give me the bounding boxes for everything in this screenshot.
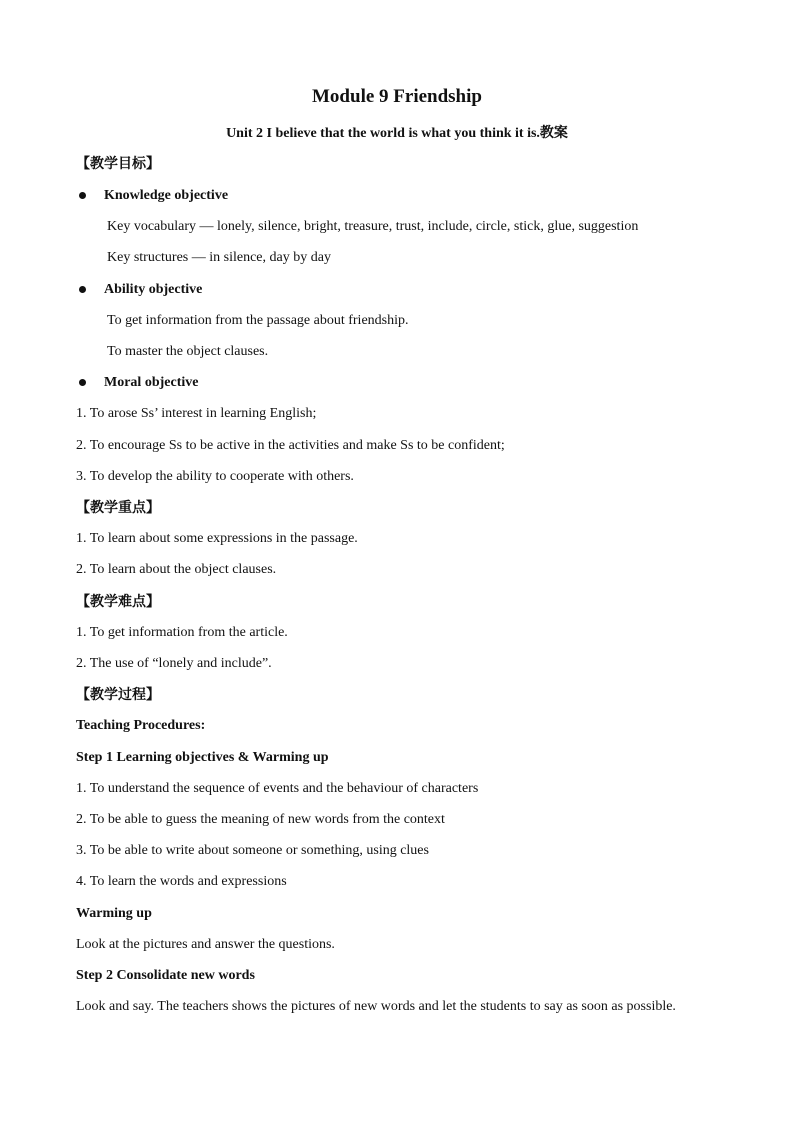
- difficult-points-heading: 【教学难点】: [76, 594, 160, 610]
- key-point-line: 2. To learn about the object clauses.: [76, 562, 277, 577]
- warming-line: Look at the pictures and answer the questions.: [76, 937, 335, 952]
- step2-paragraph: Look and say. The teachers shows the pictures of new words and let the students to say as soon as possible.: [76, 999, 676, 1014]
- moral-line: 1. To arose Ss’ interest in learning English;: [76, 406, 317, 421]
- moral-heading: Moral objective: [104, 375, 199, 390]
- difficult-point-line: 2. The use of “lonely and include”.: [76, 656, 272, 671]
- bullet-icon: [79, 192, 86, 199]
- document-title: Module 9 Friendship: [312, 86, 482, 107]
- objectives-heading: 【教学目标】: [76, 156, 160, 172]
- key-points-heading: 【教学重点】: [76, 500, 160, 516]
- document-subtitle: Unit 2 I believe that the world is what you think it is.教案: [226, 126, 568, 141]
- moral-line: 3. To develop the ability to cooperate with others.: [76, 469, 354, 484]
- step2-heading: Step 2 Consolidate new words: [76, 968, 255, 983]
- warming-heading: Warming up: [76, 906, 152, 921]
- ability-line: To master the object clauses.: [107, 344, 269, 359]
- ability-line: To get information from the passage about friendship.: [107, 313, 409, 328]
- moral-line: 2. To encourage Ss to be active in the activities and make Ss to be confident;: [76, 438, 505, 453]
- ability-heading: Ability objective: [104, 282, 203, 297]
- key-point-line: 1. To learn about some expressions in the passage.: [76, 531, 358, 546]
- knowledge-line: Key vocabulary — lonely, silence, bright, treasure, trust, include, circle, stick, glue, suggestion: [107, 219, 639, 234]
- bullet-icon: [79, 379, 86, 386]
- step1-line: 4. To learn the words and expressions: [76, 874, 287, 889]
- step1-heading: Step 1 Learning objectives & Warming up: [76, 750, 329, 765]
- procedures-label: Teaching Procedures:: [76, 718, 206, 733]
- process-heading: 【教学过程】: [76, 687, 160, 703]
- step1-line: 2. To be able to guess the meaning of new words from the context: [76, 812, 445, 827]
- step1-line: 3. To be able to write about someone or something, using clues: [76, 843, 429, 858]
- bullet-icon: [79, 286, 86, 293]
- step1-line: 1. To understand the sequence of events and the behaviour of characters: [76, 781, 479, 796]
- knowledge-line: Key structures — in silence, day by day: [107, 250, 331, 265]
- difficult-point-line: 1. To get information from the article.: [76, 625, 288, 640]
- knowledge-heading: Knowledge objective: [104, 188, 229, 203]
